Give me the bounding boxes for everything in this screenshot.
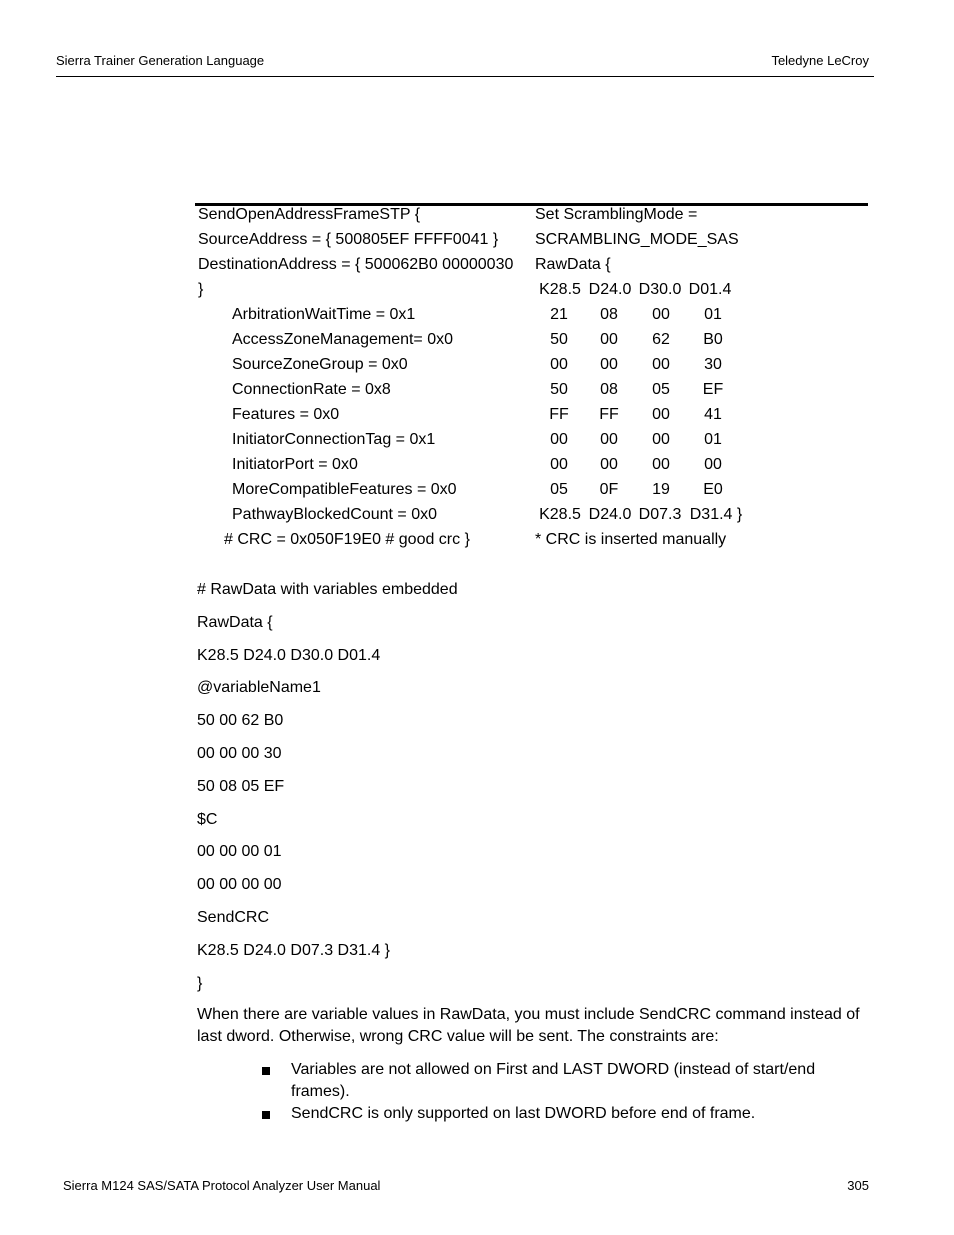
code-line: InitiatorPort = 0x0 — [232, 456, 358, 473]
symbol-cell: K28.5 — [539, 281, 581, 298]
rawdata-variables-example — [197, 578, 458, 1004]
hex-cell: FF — [549, 406, 569, 423]
symbol-cell: D30.0 — [638, 281, 682, 298]
list-item-text: SendCRC is only supported on last DWORD before end of frame. — [291, 1105, 756, 1122]
hex-cell: 00 — [652, 431, 670, 448]
code-line: SourceAddress = { 500805EF FFFF0041 } — [198, 231, 499, 248]
symbol-cell: D24.0 — [588, 281, 632, 298]
list-item — [262, 1059, 862, 1103]
code-line: PathwayBlockedCount = 0x0 — [232, 506, 438, 523]
code-line: } — [197, 974, 203, 992]
code-line: # CRC = 0x050F19E0 # good crc } — [224, 531, 470, 548]
code-line: 00 00 00 30 — [197, 744, 282, 762]
hex-row — [535, 477, 865, 502]
hex-cell: 05 — [652, 381, 670, 398]
symbol-cell: D24.0 — [588, 506, 632, 523]
stp-open-address-code — [198, 202, 533, 552]
hex-row — [535, 452, 865, 477]
hex-cell: EF — [702, 381, 724, 398]
code-line: SendCRC — [197, 908, 270, 926]
hex-cell: B0 — [703, 331, 723, 348]
hex-row — [535, 327, 865, 352]
hex-cell: 21 — [550, 306, 568, 323]
hex-cell: 00 — [600, 431, 618, 448]
code-line: 00 00 00 00 — [197, 876, 282, 894]
hex-cell: 00 — [652, 406, 670, 423]
rawdata-equivalent-code — [535, 202, 865, 552]
hex-cell: 19 — [652, 481, 670, 498]
hex-cell: 00 — [704, 456, 722, 473]
page-number: 305 — [847, 1178, 869, 1193]
end-symbols-row — [535, 502, 865, 527]
symbol-cell: D07.3 — [638, 506, 682, 523]
code-line: K28.5 D24.0 D07.3 D31.4 } — [197, 941, 391, 959]
code-line: ConnectionRate = 0x8 — [232, 381, 391, 398]
code-line: K28.5 D24.0 D30.0 D01.4 — [197, 646, 381, 664]
code-line: Set ScramblingMode = — [535, 206, 698, 223]
hex-cell: 08 — [600, 306, 618, 323]
constraints-list — [262, 1059, 862, 1125]
code-line: SourceZoneGroup = 0x0 — [232, 356, 408, 373]
hex-cell: 0F — [599, 481, 619, 498]
code-line: Features = 0x0 — [232, 406, 340, 423]
hex-cell: 00 — [600, 456, 618, 473]
symbol-cell: D31.4 } — [689, 506, 743, 523]
code-line: ArbitrationWaitTime = 0x1 — [232, 306, 416, 323]
hex-cell: 30 — [704, 356, 722, 373]
hex-row — [535, 427, 865, 452]
code-line: 50 08 05 EF — [197, 777, 285, 795]
hex-cell: 00 — [652, 306, 670, 323]
code-line: RawData { — [197, 613, 273, 631]
hex-cell: 41 — [704, 406, 722, 423]
code-line: InitiatorConnectionTag = 0x1 — [232, 431, 436, 448]
hex-cell: 05 — [550, 481, 568, 498]
code-line: RawData { — [535, 256, 611, 273]
hex-cell: 50 — [550, 381, 568, 398]
code-line: AccessZoneManagement= 0x0 — [232, 331, 454, 348]
square-bullet-icon — [262, 1067, 270, 1075]
hex-cell: 50 — [550, 331, 568, 348]
hex-row — [535, 402, 865, 427]
hex-cell: 01 — [704, 306, 722, 323]
hex-cell: 00 — [550, 356, 568, 373]
crc-note: * CRC is inserted manually — [535, 531, 727, 548]
symbol-cell: D01.4 — [688, 281, 732, 298]
code-line: $C — [197, 810, 218, 828]
code-line: SendOpenAddressFrameSTP { — [198, 206, 421, 223]
hex-cell: 00 — [652, 456, 670, 473]
code-line: 50 00 62 B0 — [197, 712, 284, 730]
code-line: SCRAMBLING_MODE_SAS — [535, 231, 739, 248]
hex-row — [535, 302, 865, 327]
start-symbols-row — [535, 277, 865, 302]
code-line: # RawData with variables embedded — [197, 581, 458, 598]
hex-row — [535, 377, 865, 402]
symbol-cell: K28.5 — [539, 506, 581, 523]
header-divider — [56, 76, 874, 77]
code-line: DestinationAddress = { 500062B0 00000030 — [198, 256, 514, 273]
code-line: 00 00 00 01 — [197, 843, 282, 861]
hex-cell: 01 — [704, 431, 722, 448]
hex-cell: 00 — [600, 356, 618, 373]
hex-cell: 00 — [600, 331, 618, 348]
code-line: MoreCompatibleFeatures = 0x0 — [232, 481, 457, 498]
hex-cell: 00 — [550, 456, 568, 473]
hex-cell: 00 — [550, 431, 568, 448]
list-item — [262, 1103, 862, 1125]
body-paragraph: When there are variable values in RawData, you must include SendCRC command instead of last dword. Otherwise, wrong CRC value will be sent. The constraints are: — [197, 1006, 860, 1045]
square-bullet-icon — [262, 1111, 270, 1119]
running-header-title: Sierra Trainer Generation Language — [56, 53, 265, 68]
hex-cell: 62 — [652, 331, 670, 348]
hex-row — [535, 352, 865, 377]
code-line: @variableName1 — [197, 679, 321, 697]
hex-cell: 08 — [600, 381, 618, 398]
hex-cell: FF — [599, 406, 619, 423]
hex-cell: 00 — [652, 356, 670, 373]
running-footer-title: Sierra M124 SAS/SATA Protocol Analyzer User Manual — [63, 1178, 381, 1193]
hex-cell: E0 — [703, 481, 723, 498]
list-item-text: Variables are not allowed on First and LAST DWORD (instead of start/end frames). — [291, 1061, 816, 1100]
running-header-company: Teledyne LeCroy — [771, 53, 869, 68]
code-line: } — [198, 281, 204, 298]
